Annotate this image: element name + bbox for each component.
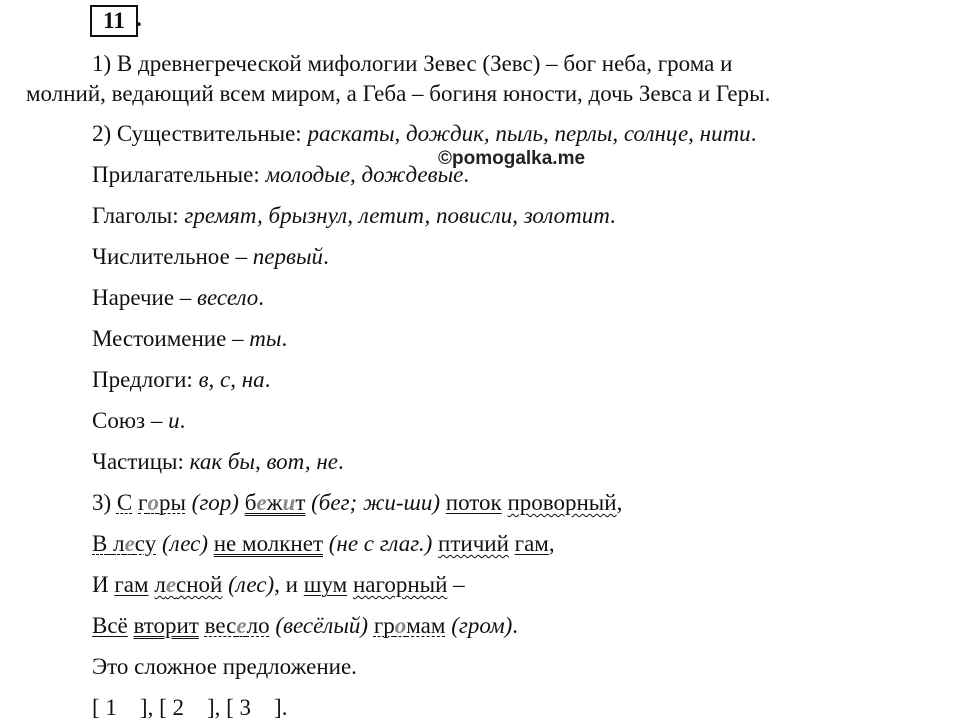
word-v: В лесу — [92, 531, 157, 556]
prepositions-dot: . — [264, 367, 271, 392]
watermark: ©pomogalka.me — [438, 148, 586, 169]
word-lesnoj: лесной — [154, 572, 223, 597]
vowel-o-2: о — [394, 613, 407, 638]
conjunction-dot: . — [179, 408, 186, 433]
poem-line-2: В лесу (лес) не молкнет (не с глаг.) птичий гам, — [92, 531, 555, 556]
adverb-label: Наречие – — [92, 285, 198, 310]
adverb-dot: . — [258, 285, 265, 310]
word-gromam: громам — [373, 613, 446, 638]
adjectives-words: молодые, дождевые — [265, 162, 464, 187]
vowel-e-4: е — [236, 613, 247, 638]
numeral-line — [92, 243, 329, 271]
particles-label: Частицы: — [92, 449, 190, 474]
word-veselo: весело — [204, 613, 270, 638]
pronoun-label: Местоимение – — [92, 326, 250, 351]
word-potok: поток — [445, 490, 502, 515]
check-gor: (гор) — [191, 490, 239, 515]
prepositions-line — [92, 366, 270, 394]
word-provornyj: проворный — [507, 490, 617, 515]
check-grom: (гром) — [451, 613, 513, 638]
particles-line — [92, 448, 344, 476]
adjectives-label: Прилагательные: — [92, 162, 266, 187]
adjectives-line — [92, 161, 469, 189]
pronoun-dot: . — [281, 326, 288, 351]
word-bezhit: бежит — [244, 490, 306, 515]
verbs-dot: . — [609, 203, 616, 228]
vowel-o: о — [147, 490, 159, 515]
pronoun-words: ты — [249, 326, 282, 351]
word-gam-2: гам — [114, 572, 149, 597]
verbs-label: Глаголы: — [92, 203, 185, 228]
summary-line: Это сложное предложение. — [92, 654, 357, 679]
word-vsyo: Всё — [92, 613, 128, 638]
conjunction-line — [92, 407, 185, 435]
check-les-2: (лес) — [228, 572, 275, 597]
conjunction-words: и — [168, 408, 180, 433]
sentence-scheme: [ 1 ], [ 2 ], [ 3 ]. — [92, 695, 288, 720]
adjectives-dot: . — [463, 162, 470, 187]
check-ne-s-glag: (не с глаг.) — [328, 531, 433, 556]
nouns-words: раскаты, дождик, пыль, перлы, солнце, нити — [307, 121, 751, 146]
nouns-line — [92, 120, 756, 148]
word-nagornyj: нагорный — [352, 572, 448, 597]
vowel-e-2: е — [124, 531, 135, 556]
poem-line-1: 3) С горы (гор) бежит (бег; жи-ши) поток проворный, — [92, 490, 623, 515]
prepositions-label: Предлоги: — [92, 367, 199, 392]
vowel-e-3: е — [165, 572, 177, 597]
vowel-i: и — [282, 490, 296, 515]
nouns-dot: . — [750, 121, 757, 146]
word-ptichij: птичий — [438, 531, 509, 556]
numeral-label: Числительное – — [92, 244, 253, 269]
word-gory: горы — [138, 490, 186, 515]
task-number-dot: . — [136, 6, 142, 31]
verbs-words: гремят, брызнул, летит, повисли, золотит — [184, 203, 610, 228]
poem-line-4: Всё вторит весело (весёлый) громам (гром). — [92, 613, 519, 638]
poem-prefix: 3) — [92, 490, 117, 515]
numeral-dot: . — [323, 244, 329, 269]
nouns-label: 2) Существительные: — [92, 121, 308, 146]
check-beg: (бег; жи-ши) — [311, 490, 441, 515]
adverb-line — [92, 284, 264, 312]
conjunction-label: Союз – — [92, 408, 169, 433]
verbs-line — [92, 202, 616, 230]
prepositions-words: в, с, на — [198, 367, 265, 392]
vowel-e: е — [256, 490, 267, 515]
check-les: (лес) — [161, 531, 208, 556]
word-ne-molknet: не молкнет — [213, 531, 323, 556]
pronoun-line — [92, 325, 287, 353]
paragraph-1-line-1: 1) В древнегреческой мифологии Зевес (Зевс) – бог неба, грома и — [92, 51, 733, 76]
paragraph-1-line-2: молний, ведающий всем миром, а Геба – богиня юности, дочь Зевса и Геры. — [26, 81, 771, 106]
numeral-words: первый — [252, 244, 324, 269]
word-vtorit: вторит — [133, 613, 199, 638]
word-shum: шум — [303, 572, 348, 597]
check-vesyolyj: (весёлый) — [275, 613, 369, 638]
particles-dot: . — [337, 449, 344, 474]
task-number: 11 — [90, 5, 138, 37]
word-s: С — [116, 490, 133, 515]
poem-line-3: И гам лесной (лес), и шум нагорный – — [92, 572, 465, 597]
word-gam: гам — [514, 531, 549, 556]
particles-words: как бы, вот, не — [189, 449, 338, 474]
adverb-words: весело — [197, 285, 259, 310]
